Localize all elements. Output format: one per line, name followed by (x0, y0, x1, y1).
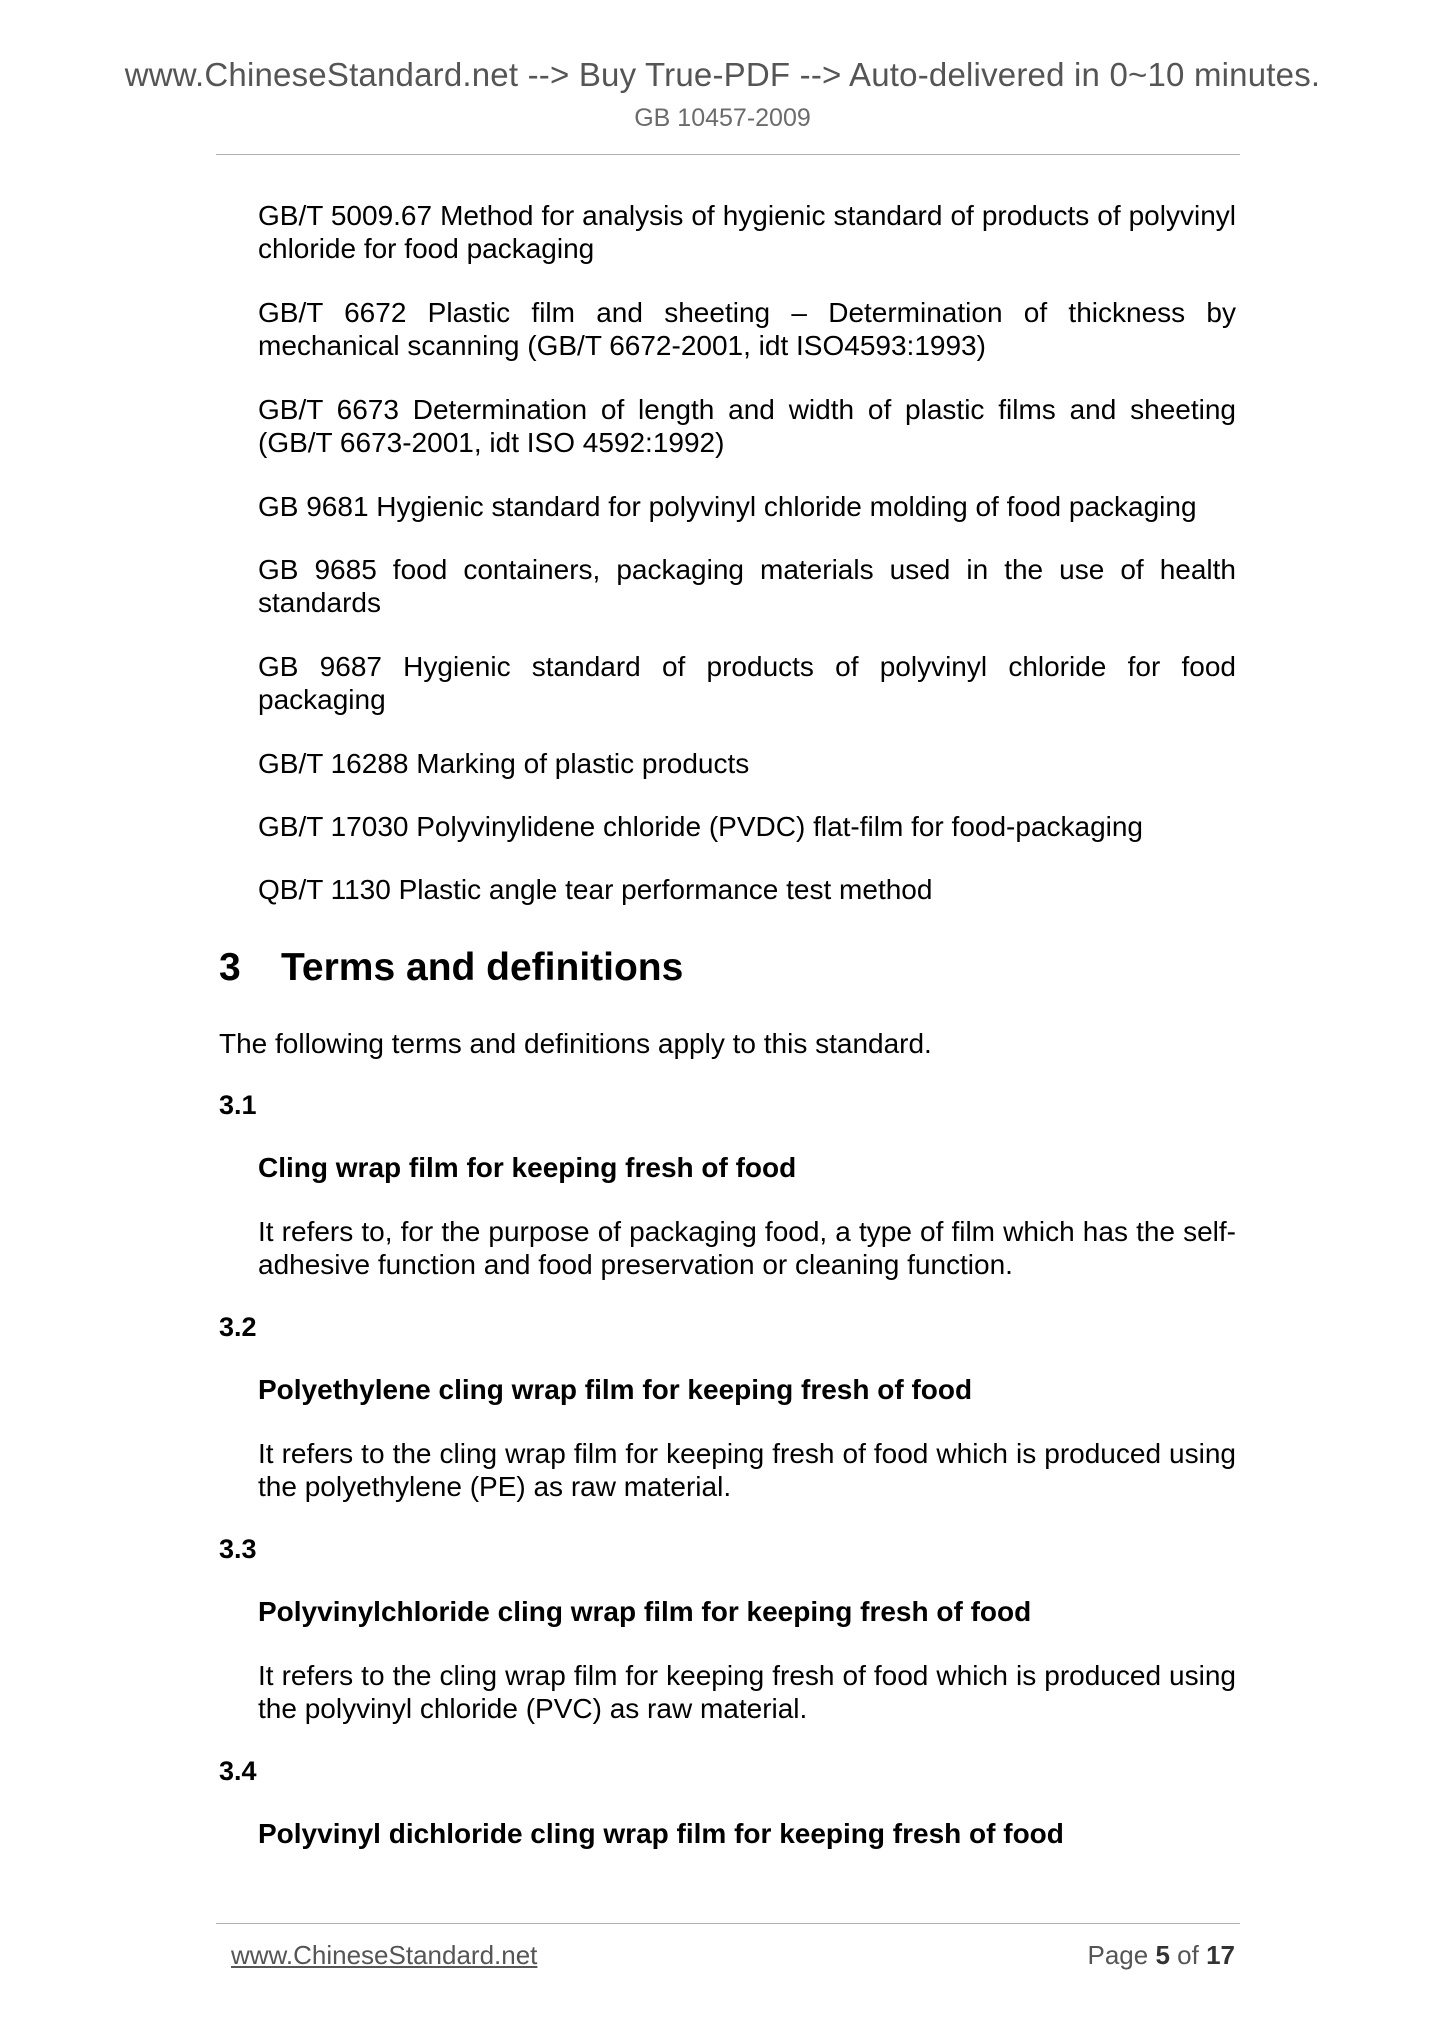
page-of: of (1177, 1940, 1199, 1970)
reference-gb-9681: GB 9681 Hygienic standard for polyvinyl chloride molding of food packaging (258, 491, 1197, 522)
definition-pvc-cling-wrap-film: It refers to the cling wrap film for keeping fresh of food which is produced using the polyvinyl chloride (PVC) as raw material. (258, 1660, 1236, 1724)
term-pvc-cling-wrap-film: Polyvinylchloride cling wrap film for keeping fresh of food (258, 1596, 1032, 1627)
term-cling-wrap-film: Cling wrap film for keeping fresh of food (258, 1152, 797, 1183)
footer-website-link[interactable]: www.ChineseStandard.net (231, 1940, 538, 1970)
term-pvdc-cling-wrap-film: Polyvinyl dichloride cling wrap film for keeping fresh of food (258, 1818, 1064, 1849)
clause-number-3-2: 3.2 (219, 1312, 257, 1342)
reference-gbt-16288: GB/T 16288 Marking of plastic products (258, 748, 750, 779)
header-banner: www.ChineseStandard.net --> Buy True-PDF --> Auto-delivered in 0~10 minutes. (124, 56, 1321, 93)
clause-number-3-4: 3.4 (219, 1756, 257, 1786)
reference-gb-9685: GB 9685 food containers, packaging materials used in the use of health standards (258, 554, 1236, 618)
clause-number-3-1: 3.1 (219, 1090, 257, 1120)
term-pe-cling-wrap-film: Polyethylene cling wrap film for keeping fresh of food (258, 1374, 973, 1405)
page-indicator (1087, 1940, 1235, 1971)
footer-divider (216, 1923, 1240, 1924)
section-number: 3 (219, 946, 241, 989)
reference-gbt-5009-67: GB/T 5009.67 Method for analysis of hygienic standard of products of polyvinyl chloride for food packaging (258, 200, 1236, 264)
reference-gb-9687: GB 9687 Hygienic standard of products of polyvinyl chloride for food packaging (258, 651, 1236, 715)
reference-gbt-6672: GB/T 6672 Plastic film and sheeting – Determination of thickness by mechanical scanning (GB/T 6672-2001, idt ISO4593:1993) (258, 297, 1236, 361)
clause-number-3-3: 3.3 (219, 1534, 257, 1564)
section-heading (219, 946, 683, 990)
section-title: Terms and definitions (281, 946, 684, 989)
definition-pe-cling-wrap-film: It refers to the cling wrap film for keeping fresh of food which is produced using the polyethylene (PE) as raw material. (258, 1438, 1236, 1502)
document-code: GB 10457-2009 (634, 104, 811, 132)
page-current: 5 (1155, 1940, 1170, 1970)
reference-gbt-6673: GB/T 6673 Determination of length and width of plastic films and sheeting (GB/T 6673-2001, idt ISO 4592:1992) (258, 394, 1236, 458)
reference-gbt-17030: GB/T 17030 Polyvinylidene chloride (PVDC) flat-film for food-packaging (258, 811, 1144, 842)
page-word: Page (1087, 1940, 1149, 1970)
definition-cling-wrap-film: It refers to, for the purpose of packaging food, a type of film which has the self-adhesive function and food preservation or cleaning function. (258, 1216, 1236, 1280)
header-divider (216, 154, 1240, 155)
page-total: 17 (1206, 1940, 1235, 1970)
reference-qbt-1130: QB/T 1130 Plastic angle tear performance test method (258, 874, 933, 905)
section-intro: The following terms and definitions apply to this standard. (219, 1028, 932, 1059)
